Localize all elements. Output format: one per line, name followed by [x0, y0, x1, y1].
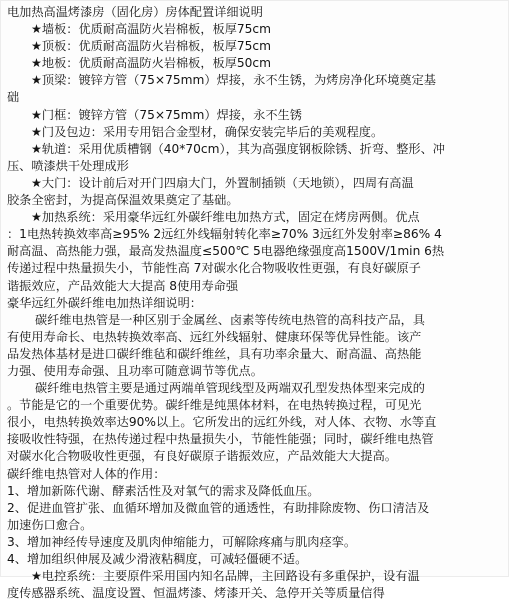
text-line: 对碳水化合物吸收性更强，有良好碳原子谐振效应，产品效能大大提高。	[7, 449, 397, 464]
text-line: 2、促进血管扩张、血循环增加及微血管的通透性，有助排除废物、伤口清洁及	[7, 500, 430, 515]
text-line: 碳纤维电热管主要是通过两端单管现线型及两端双孔型发热体型来完成的	[35, 381, 425, 396]
text-line: 谐振效应，产品效能大大提高 8使用寿命强	[7, 278, 239, 293]
text-line: 。节能是它的一个重要优势。碳纤维是纯黑体材料，在电热转换过程，可见光	[7, 398, 422, 413]
document-title: 电加热高温烤漆房（固化房）房体配置详细说明	[7, 5, 263, 19]
text-line: 4、增加组织伸展及减少滑液粘稠度，可减轻僵硬不适。	[7, 552, 308, 566]
text-line: 碳纤维电热管是一种区别于金属丝、卤素等传统电热管的高科技产品，具	[35, 312, 425, 327]
text-line: ★顶板：优质耐高温防火岩棉板，板厚75cm	[31, 39, 272, 54]
text-line: ★加热系统：采用豪华远红外碳纤维电加热方式，固定在烤房两侧。优点	[31, 210, 420, 225]
text-line: ★门框：镀锌方管（75×75mm）焊接，永不生锈	[31, 107, 302, 122]
text-line: 力强、使用寿命强、且功率可随意调节等优点。	[7, 363, 263, 378]
text-line: 压、喷漆烘干处理成形	[7, 158, 129, 173]
text-line: ★轨道：采用优质槽钢（40*70cm），其为高强度钢板除锈、折弯、整形、冲	[31, 141, 445, 156]
text-line: 传递过程中热量损失小，节能性高 7对碳水化合物吸收性更强，有良好碳原子	[7, 261, 421, 276]
text-line: 础	[7, 90, 20, 105]
text-line: 1、增加新陈代谢、酵素活性及对氧气的需求及降低血压。	[7, 483, 320, 498]
text-line: 碳纤维电热管对人体的作用：	[7, 466, 166, 481]
text-line: 品发热体基材是进口碳纤维毡和碳纤维丝，具有功率余量大、耐高温、高热能	[7, 346, 422, 361]
text-line: ★墙板：优质耐高温防火岩棉板，板厚75cm	[31, 22, 272, 37]
text-line: ★顶梁：镀锌方管（75×75mm）焊接，永不生锈，为烤房净化环境奠定基	[31, 73, 436, 88]
text-line: ：1电热转换效率高≥95% 2远红外线辐射转化率≥70% 3远红外发射率≥86% 4	[7, 227, 442, 242]
text-line: ★大门：设计前后对开门四扇大门，外置制插锁（天地锁），四周有高温	[31, 175, 414, 190]
text-line: ★门及包边：采用专用铝合金型材，确保安装完毕后的美观程度。	[31, 124, 384, 139]
text-line: ★电控系统：主要原件采用国内知名品牌，主回路设有多重保护，设有温	[31, 569, 420, 584]
text-line: 豪华远红外碳纤维电加热详细说明：	[7, 295, 202, 310]
text-line: 有使用寿命长、电热转换效率高、远红外线辐射、健康环保等优异性能。该产	[7, 329, 422, 344]
text-line: 度传感器系统、温度设置、恒温烤漆、烤漆开关、急停开关等质量信得	[7, 586, 385, 601]
text-line: 很小，电热转换效率达90%以上。它所发出的远红外线，对人体、衣物、水等直	[7, 415, 437, 430]
text-line: 3、增加神经传导速度及肌肉伸缩能力，可解除疼痛与肌肉痉挛。	[7, 534, 357, 549]
text-line: 接吸收性特强，在热传递过程中热量损失小，节能性能强；同时，碳纤维电热管	[7, 432, 434, 447]
text-line: ★地板：优质耐高温防火岩棉板，板厚50cm	[31, 56, 272, 71]
text-line: 加速伤口愈合。	[7, 517, 93, 532]
text-line: 耐高温、高热能力强，最高发热温度≤500℃ 5电器绝缘强度高1500V/1min 6热	[7, 244, 445, 259]
text-line: 胶条全密封，为提高保温效果奠定了基础。	[7, 193, 239, 208]
